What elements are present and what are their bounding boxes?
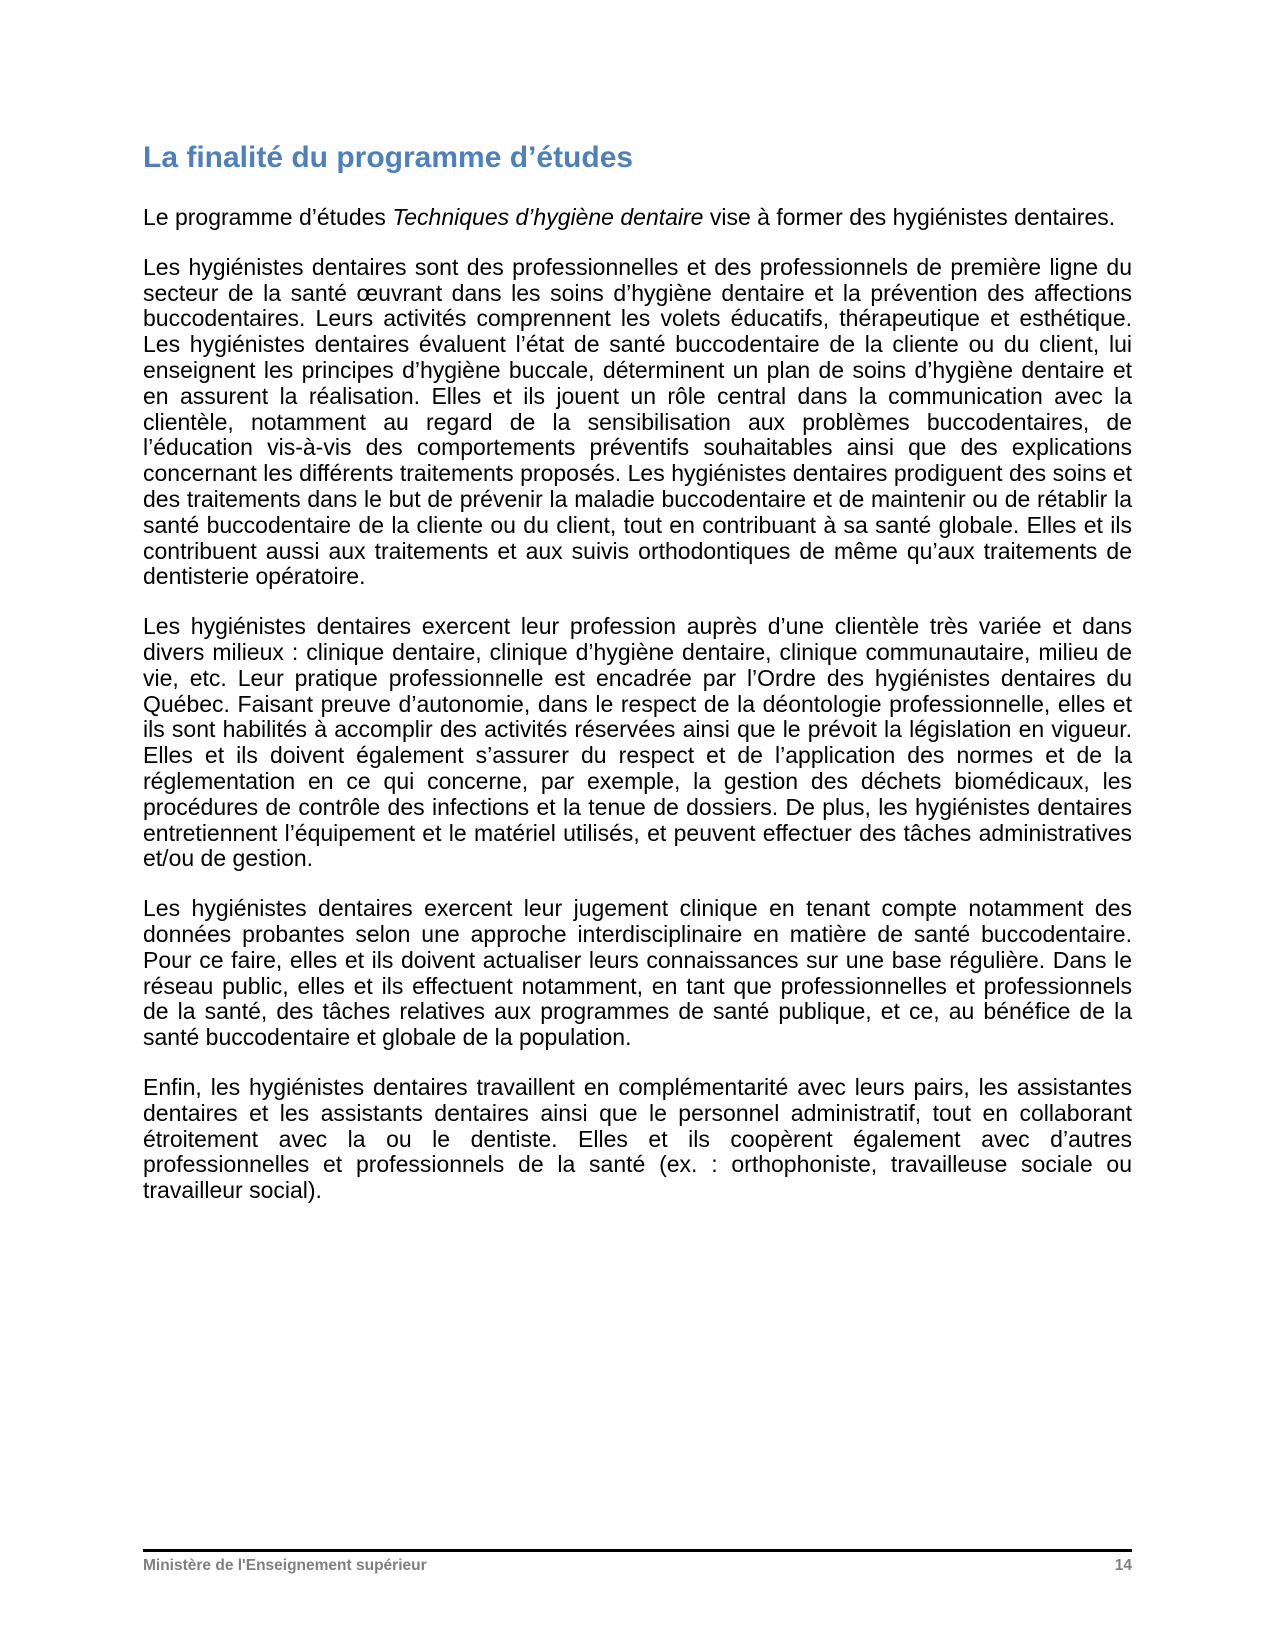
body-paragraph: Les hygiénistes dentaires exercent leur jugement clinique en tenant compte notamment des données probantes selon une approche interdisciplinaire en matière de santé buccodentaire. Pour ce faire, elles et ils doivent actualiser leurs connaissances sur une base régulière. Dans le réseau public, elles et ils effectuent notamment, en tant que professionnelles et professionnels de la santé, des tâches relatives aux programmes de santé publique, et ce, au bénéfice de la santé buccodentaire et globale de la population.: [143, 895, 1132, 1051]
footer-row: [143, 1557, 1132, 1575]
intro-suffix: vise à former des hygiénistes dentaires.: [703, 204, 1116, 230]
intro-paragraph: [143, 205, 1132, 231]
body-paragraph: Enfin, les hygiénistes dentaires travaillent en complémentarité avec leurs pairs, les assistantes dentaires et les assistants dentaires ainsi que le personnel administratif, tout en collaborant étroitement avec la ou le dentiste. Elles et ils coopèrent également avec d’autres professionnelles et professionnels de la santé (ex. : orthophoniste, travailleuse sociale ou travailleur social).: [143, 1073, 1132, 1204]
page-footer: [143, 1549, 1132, 1575]
body-paragraph: Les hygiénistes dentaires exercent leur profession auprès d’une clientèle très variée et dans divers milieux : clinique dentaire, clinique d’hygiène dentaire, clinique communautaire, milieu de vie, etc. Leur pratique professionnelle est encadrée par l’Ordre des hygiénistes dentaires du Québec. Faisant preuve d’autonomie, dans le respect de la déontologie professionnelle, elles et ils sont habilités à accomplir des activités réservées ainsi que le prévoit la législation en vigueur. Elles et ils doivent également s’assurer du respect et de l’application des normes et de la réglementation en ce qui concerne, par exemple, la gestion des déchets biomédicaux, les procédures de contrôle des infections et la tenue de dossiers. De plus, les hygiénistes dentaires entretiennent l’équipement et le matériel utilisés, et peuvent effectuer des tâches administratives et/ou de gestion.: [143, 613, 1132, 872]
footer-rule: [143, 1549, 1132, 1552]
program-name-italic: Techniques d’hygiène dentaire: [392, 204, 704, 230]
intro-prefix: Le programme d’études: [143, 204, 393, 230]
page-title: La finalité du programme d’études: [143, 141, 634, 174]
body-paragraph: Les hygiénistes dentaires sont des professionnelles et des professionnels de première ligne du secteur de la santé œuvrant dans les soins d’hygiène dentaire et la prévention des affections buccodentaires. Leurs activités comprennent les volets éducatifs, thérapeutique et esthétique. Les hygiénistes dentaires évaluent l’état de santé buccodentaire de la cliente ou du client, lui enseignent les principes d’hygiène buccale, déterminent un plan de soins d’hygiène dentaire et en assurent la réalisation. Elles et ils jouent un rôle central dans la communication avec la clientèle, notamment au regard de la sensibilisation aux problèmes buccodentaires, de l’éducation vis-à-vis des comportements préventifs souhaitables ainsi que des explications concernant les différents traitements proposés. Les hygiénistes dentaires prodiguent des soins et des traitements dans le but de prévenir la maladie buccodentaire et de maintenir ou de rétablir la santé buccodentaire de la cliente ou du client, tout en contribuant à sa santé globale. Elles et ils contribuent aussi aux traitements et aux suivis orthodontiques de même qu’aux traitements de dentisterie opératoire.: [143, 253, 1132, 590]
ministry-label: Ministère de l'Enseignement supérieur: [143, 1557, 427, 1574]
page-number: 14: [1114, 1557, 1132, 1574]
document-content: [143, 140, 1132, 1228]
